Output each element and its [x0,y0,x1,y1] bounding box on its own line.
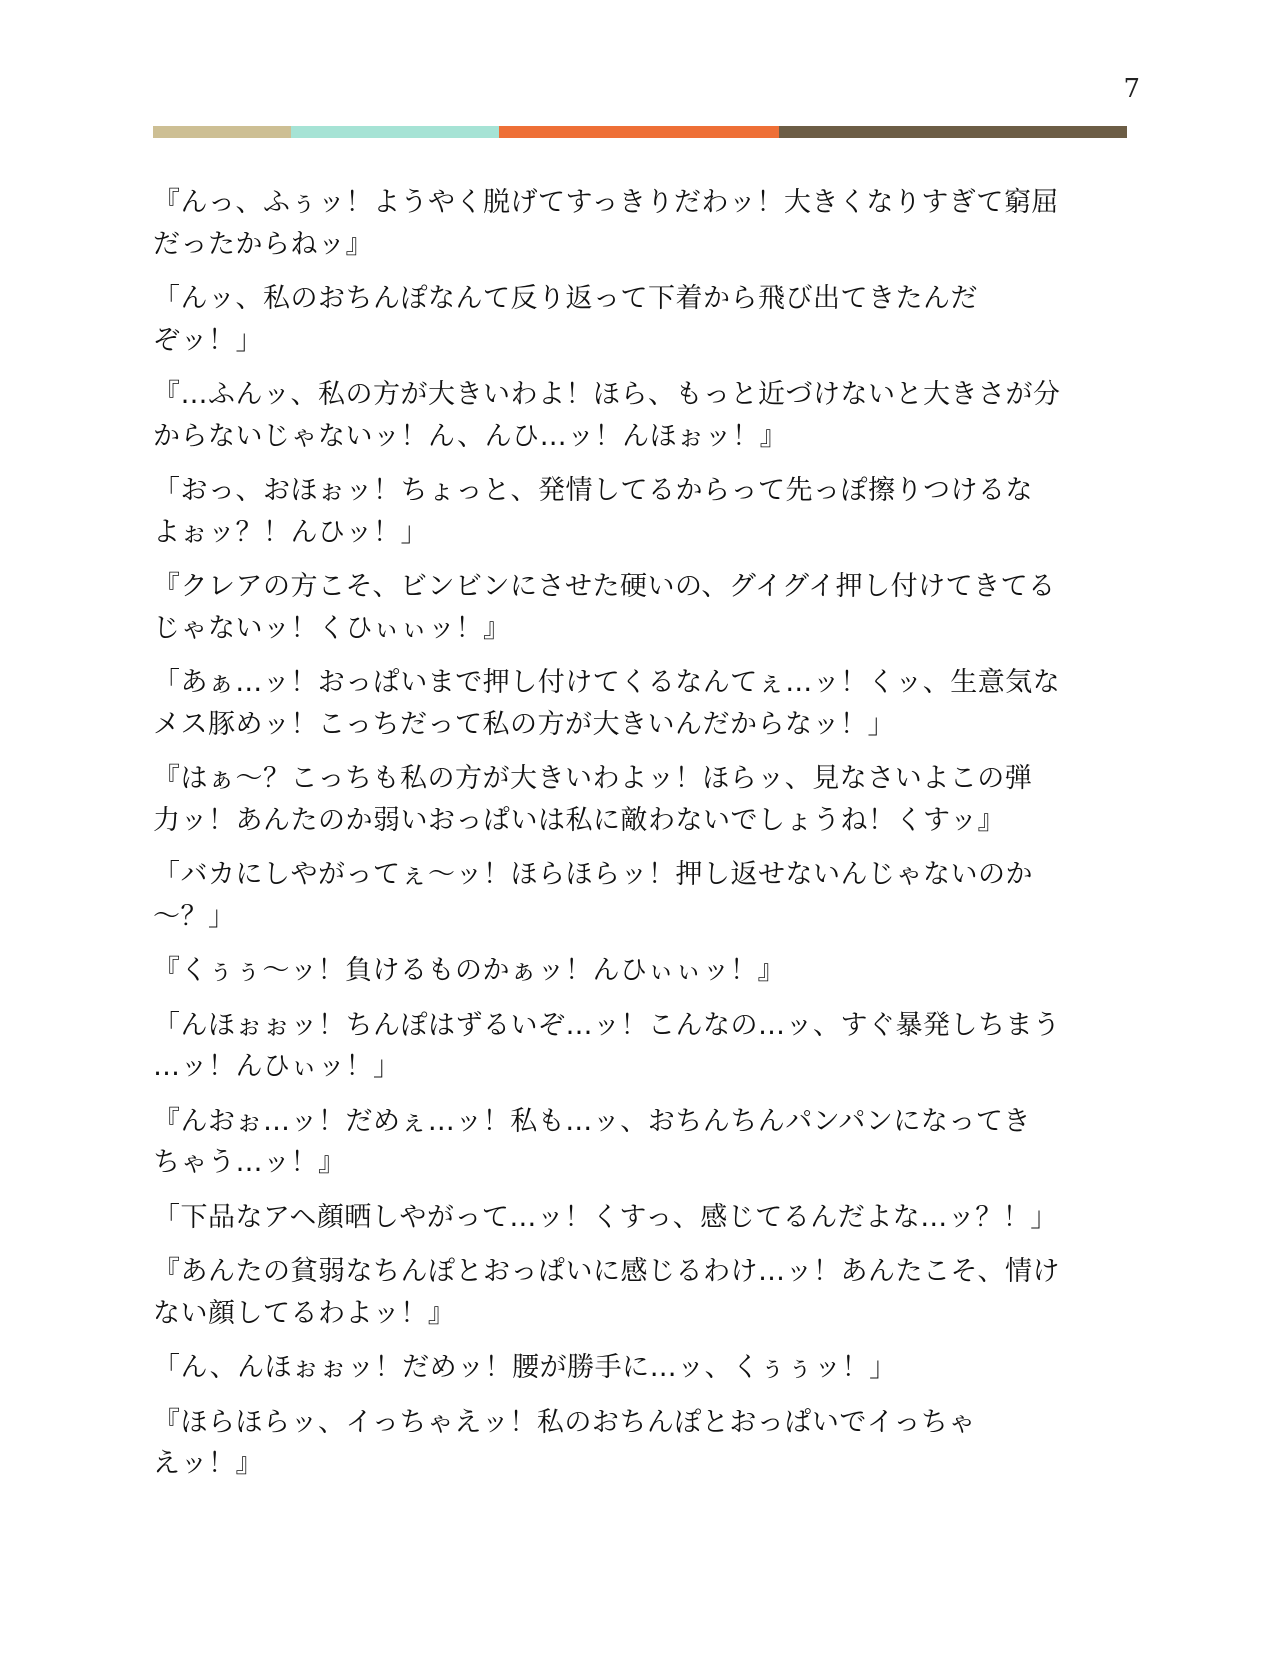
dialogue-line: 「バカにしやがってぇ～ッ！ほらほらッ！押し返せないんじゃないのか ～？」 [153,859,1033,932]
dialogue-line: 『あんたの貧弱なちんぽとおっぱいに感じるわけ…ッ！あんたこそ、情け ない顔してるわよッ！』 [153,1256,1060,1329]
dialogue-line: 「ん、んほぉぉッ！だめッ！腰が勝手に…ッ、くぅぅッ！」 [153,1352,897,1383]
dialogue-line: 「んッ、私のおちんぽなんて反り返って下着から飛び出てきたんだ ぞッ！」 [153,283,978,356]
dialogue-line: 『クレアの方こそ、ビンビンにさせた硬いの、グイグイ押し付けてきてる じゃないッ！くひぃぃッ！』 [153,571,1056,644]
page-number: 7 [1123,74,1140,104]
dialogue-line: 『くぅぅ～ッ！負けるものかぁッ！んひぃぃッ！』 [153,955,785,986]
dialogue-line: 「下品なアヘ顔晒しやがって…ッ！くすっ、感じてるんだよな…ッ？！」 [153,1201,1058,1233]
dialogue-line: 「おっ、おほぉッ！ちょっと、発情してるからって先っぽ擦りつけるな よぉッ？！んひッ！」 [153,475,1033,548]
dialogue-line: 『んっ、ふぅッ！ようやく脱げてすっきりだわッ！大きくなりすぎて窮屈 だったからねッ』 [153,187,1059,260]
dialogue-line: 「んほぉぉッ！ちんぽはずるいぞ…ッ！こんなの…ッ、すぐ暴発しちまう …ッ！んひぃッ！」 [153,1009,1061,1082]
dialogue-line: 『はぁ～？こっちも私の方が大きいわよッ！ほらッ、見なさいよこの弾 力ッ！あんたのか弱いおっぱいは私に敵わないでしょうね！くすッ』 [153,763,1033,836]
dialogue-line: 『ほらほらッ、イっちゃえッ！私のおちんぽとおっぱいでイっちゃ えッ！』 [153,1406,976,1479]
color-bar-segment [153,126,291,138]
color-bar-segment [779,126,1127,138]
color-bar-segment [291,126,499,138]
dialogue-line: 『んおぉ…ッ！だめぇ…ッ！私も…ッ、おちんちんパンパンになってき ちゃう…ッ！』 [153,1105,1031,1178]
dialogue-line: 『…ふんッ、私の方が大きいわよ！ほら、もっと近づけないと大きさが分 からないじゃないッ！ん、んひ…ッ！んほぉッ！』 [153,379,1061,452]
header-color-bar [153,126,1127,138]
color-bar-segment [499,126,779,138]
dialogue-line: 「あぁ…ッ！おっぱいまで押し付けてくるなんてぇ…ッ！くッ、生意気な メス豚めッ！こっちだって私の方が大きいんだからなッ！」 [153,667,1061,740]
dialogue-body [153,182,1133,1498]
